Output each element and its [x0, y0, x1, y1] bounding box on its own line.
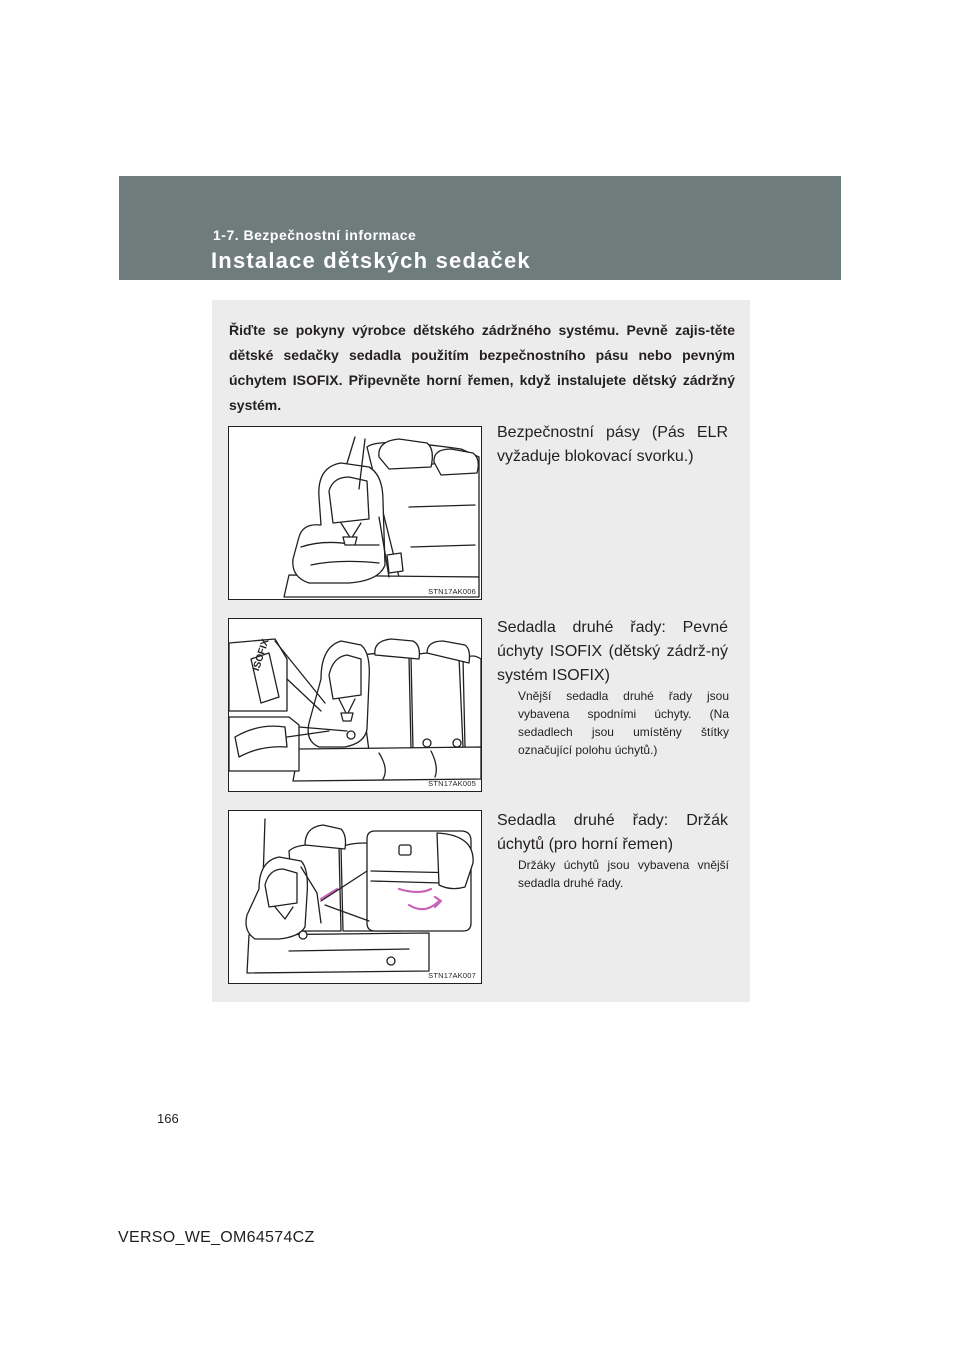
seat-belt-illustration [229, 427, 481, 599]
figure-top-tether [228, 810, 482, 984]
figure-code: STN17AK005 [428, 779, 476, 788]
item-title-top-tether: Sedadla druhé řady: Držák úchytů (pro horní řemen) [497, 812, 728, 853]
content-panel [212, 300, 750, 1002]
isofix-tag-label: ISOFIX [251, 637, 272, 673]
item-note-isofix: Vnější sedadla druhé řady jsou vybavena spodními úchyty. (Na sedadlech jsou umístěny štítky označující polohu úchytů.) [518, 689, 729, 757]
top-tether-illustration [229, 811, 481, 983]
item-title-seat-belt: Bezpečnostní pásy (Pás ELR vyžaduje blokovací svorku.) [497, 424, 728, 465]
figure-seat-belt [228, 426, 482, 600]
item-title-isofix: Sedadla druhé řady: Pevné úchyty ISOFIX (dětský zádrž-ný systém ISOFIX) [497, 619, 728, 684]
item-note-top-tether: Držáky úchytů jsou vybavena vnější sedadla druhé řady. [518, 858, 729, 890]
figure-code: STN17AK006 [428, 587, 476, 596]
figure-isofix [228, 618, 482, 792]
page-number: 166 [157, 1111, 179, 1126]
page-header [119, 176, 841, 280]
section-label: 1-7. Bezpečnostní informace [213, 227, 417, 243]
figure-code: STN17AK007 [428, 971, 476, 980]
page-title: Instalace dětských sedaček [211, 248, 531, 273]
intro-text: Řiďte se pokyny výrobce dětského zádržného systému. Pevně zajis-těte dětské sedačky sedadla použitím bezpečnostního pásu nebo pevným úchytem ISOFIX. Připevněte horní řemen, když instalujete dětský zádržný systém. [229, 322, 735, 413]
document-code: VERSO_WE_OM64574CZ [118, 1229, 315, 1246]
